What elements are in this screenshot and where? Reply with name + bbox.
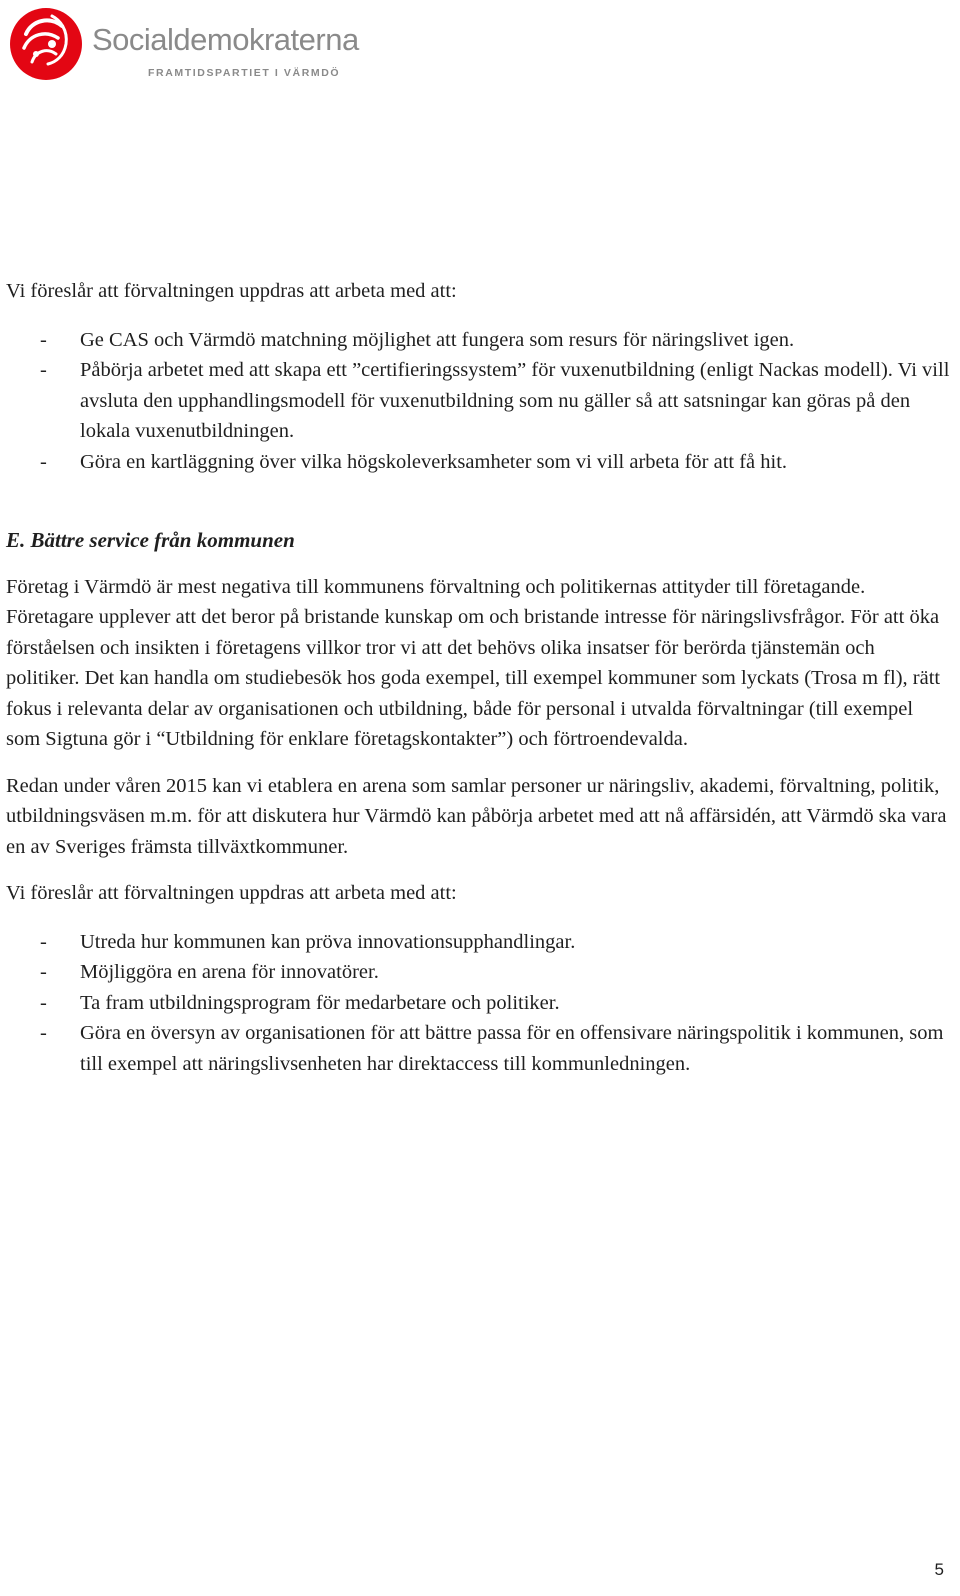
list-marker: - xyxy=(40,359,47,381)
page-number: 5 xyxy=(934,1560,944,1579)
list-item xyxy=(6,927,950,958)
list-item xyxy=(6,988,950,1019)
section1-intro: Vi föreslår att förvaltningen uppdras att arbeta med att: xyxy=(6,280,457,302)
list-item-text: Göra en kartläggning över vilka högskoleverksamheter som vi vill arbeta för att få hit. xyxy=(80,450,788,473)
list-item-text: Utreda hur kommunen kan pröva innovationsupphandlingar. xyxy=(80,930,576,953)
list-item-text: Ta fram utbildningsprogram för medarbetare och politiker. xyxy=(80,991,560,1014)
list-item-text: Ge CAS och Värmdö matchning möjlighet att fungera som resurs för näringslivet igen. xyxy=(80,328,795,351)
list-item-text: Påbörja arbetet med att skapa ett ”certifieringssystem” för vuxenutbildning (enligt Nackas modell). Vi vill avsluta den upphandlingsmodell för vuxenutbildning som nu gäller så att satsningar kan göras på den lokala vuxenutbildningen. xyxy=(80,359,950,442)
list-item-text: Göra en översyn av organisationen för att bättre passa för en offensivare näringspolitik i kommunen, som till exempel att näringslivsenheten har direktaccess till kommunledningen. xyxy=(80,1022,944,1075)
section2-intro: Vi föreslår att förvaltningen uppdras att arbeta med att: xyxy=(6,882,457,904)
list-marker: - xyxy=(40,1022,47,1044)
list-marker: - xyxy=(40,930,47,953)
list-item-text: Möjliggöra en arena för innovatörer. xyxy=(80,961,379,983)
document-body xyxy=(6,276,950,1079)
section2-list xyxy=(6,927,950,1080)
list-marker: - xyxy=(40,991,47,1014)
list-item xyxy=(6,355,950,447)
list-marker: - xyxy=(40,961,47,983)
list-item xyxy=(6,1018,950,1079)
section2-paragraph-2: Redan under våren 2015 kan vi etablera en arena som samlar personer ur näringsliv, akademi, förvaltning, politik, utbildningsväsen m.m. för att diskutera hur Värmdö kan påbörja arbetet med att nå affärsidén, att Värmdö ska vara en av Sveriges främsta tillväxtkommuner. xyxy=(6,774,947,858)
logo-subtitle: FRAMTIDSPARTIET I VÄRMDÖ xyxy=(148,67,341,79)
list-marker: - xyxy=(40,328,47,351)
list-item xyxy=(6,447,950,478)
party-logo xyxy=(6,4,406,84)
section-heading: E. Bättre service från kommunen xyxy=(6,528,295,552)
logo-name: Socialdemokraterna xyxy=(92,22,359,57)
section2-paragraph-1: Företag i Värmdö är mest negativa till kommunens förvaltning och politikernas attityder till företagande. Företagare upplever att det beror på bristande kunskap om och bristande intresse för näringslivsfrågor. För att öka förståelsen och insikten i företagens villkor tror vi att det behövs olika insatser för berörda tjänstemän och politiker. Det kan handla om studiebesök hos goda exempel, till exempel kommuner som lyckats (Trosa m fl), rätt fokus i relevanta delar av organisationen och utbildning, både för personal i utvalda förvaltningar (till exempel som Sigtuna gör i “Utbildning för enklare företagskontakter”) och förtroendevalda. xyxy=(6,575,941,750)
list-item xyxy=(6,957,950,988)
section1-list xyxy=(6,325,950,478)
rose-icon xyxy=(6,4,86,84)
list-item xyxy=(6,325,950,356)
list-marker: - xyxy=(40,450,47,473)
